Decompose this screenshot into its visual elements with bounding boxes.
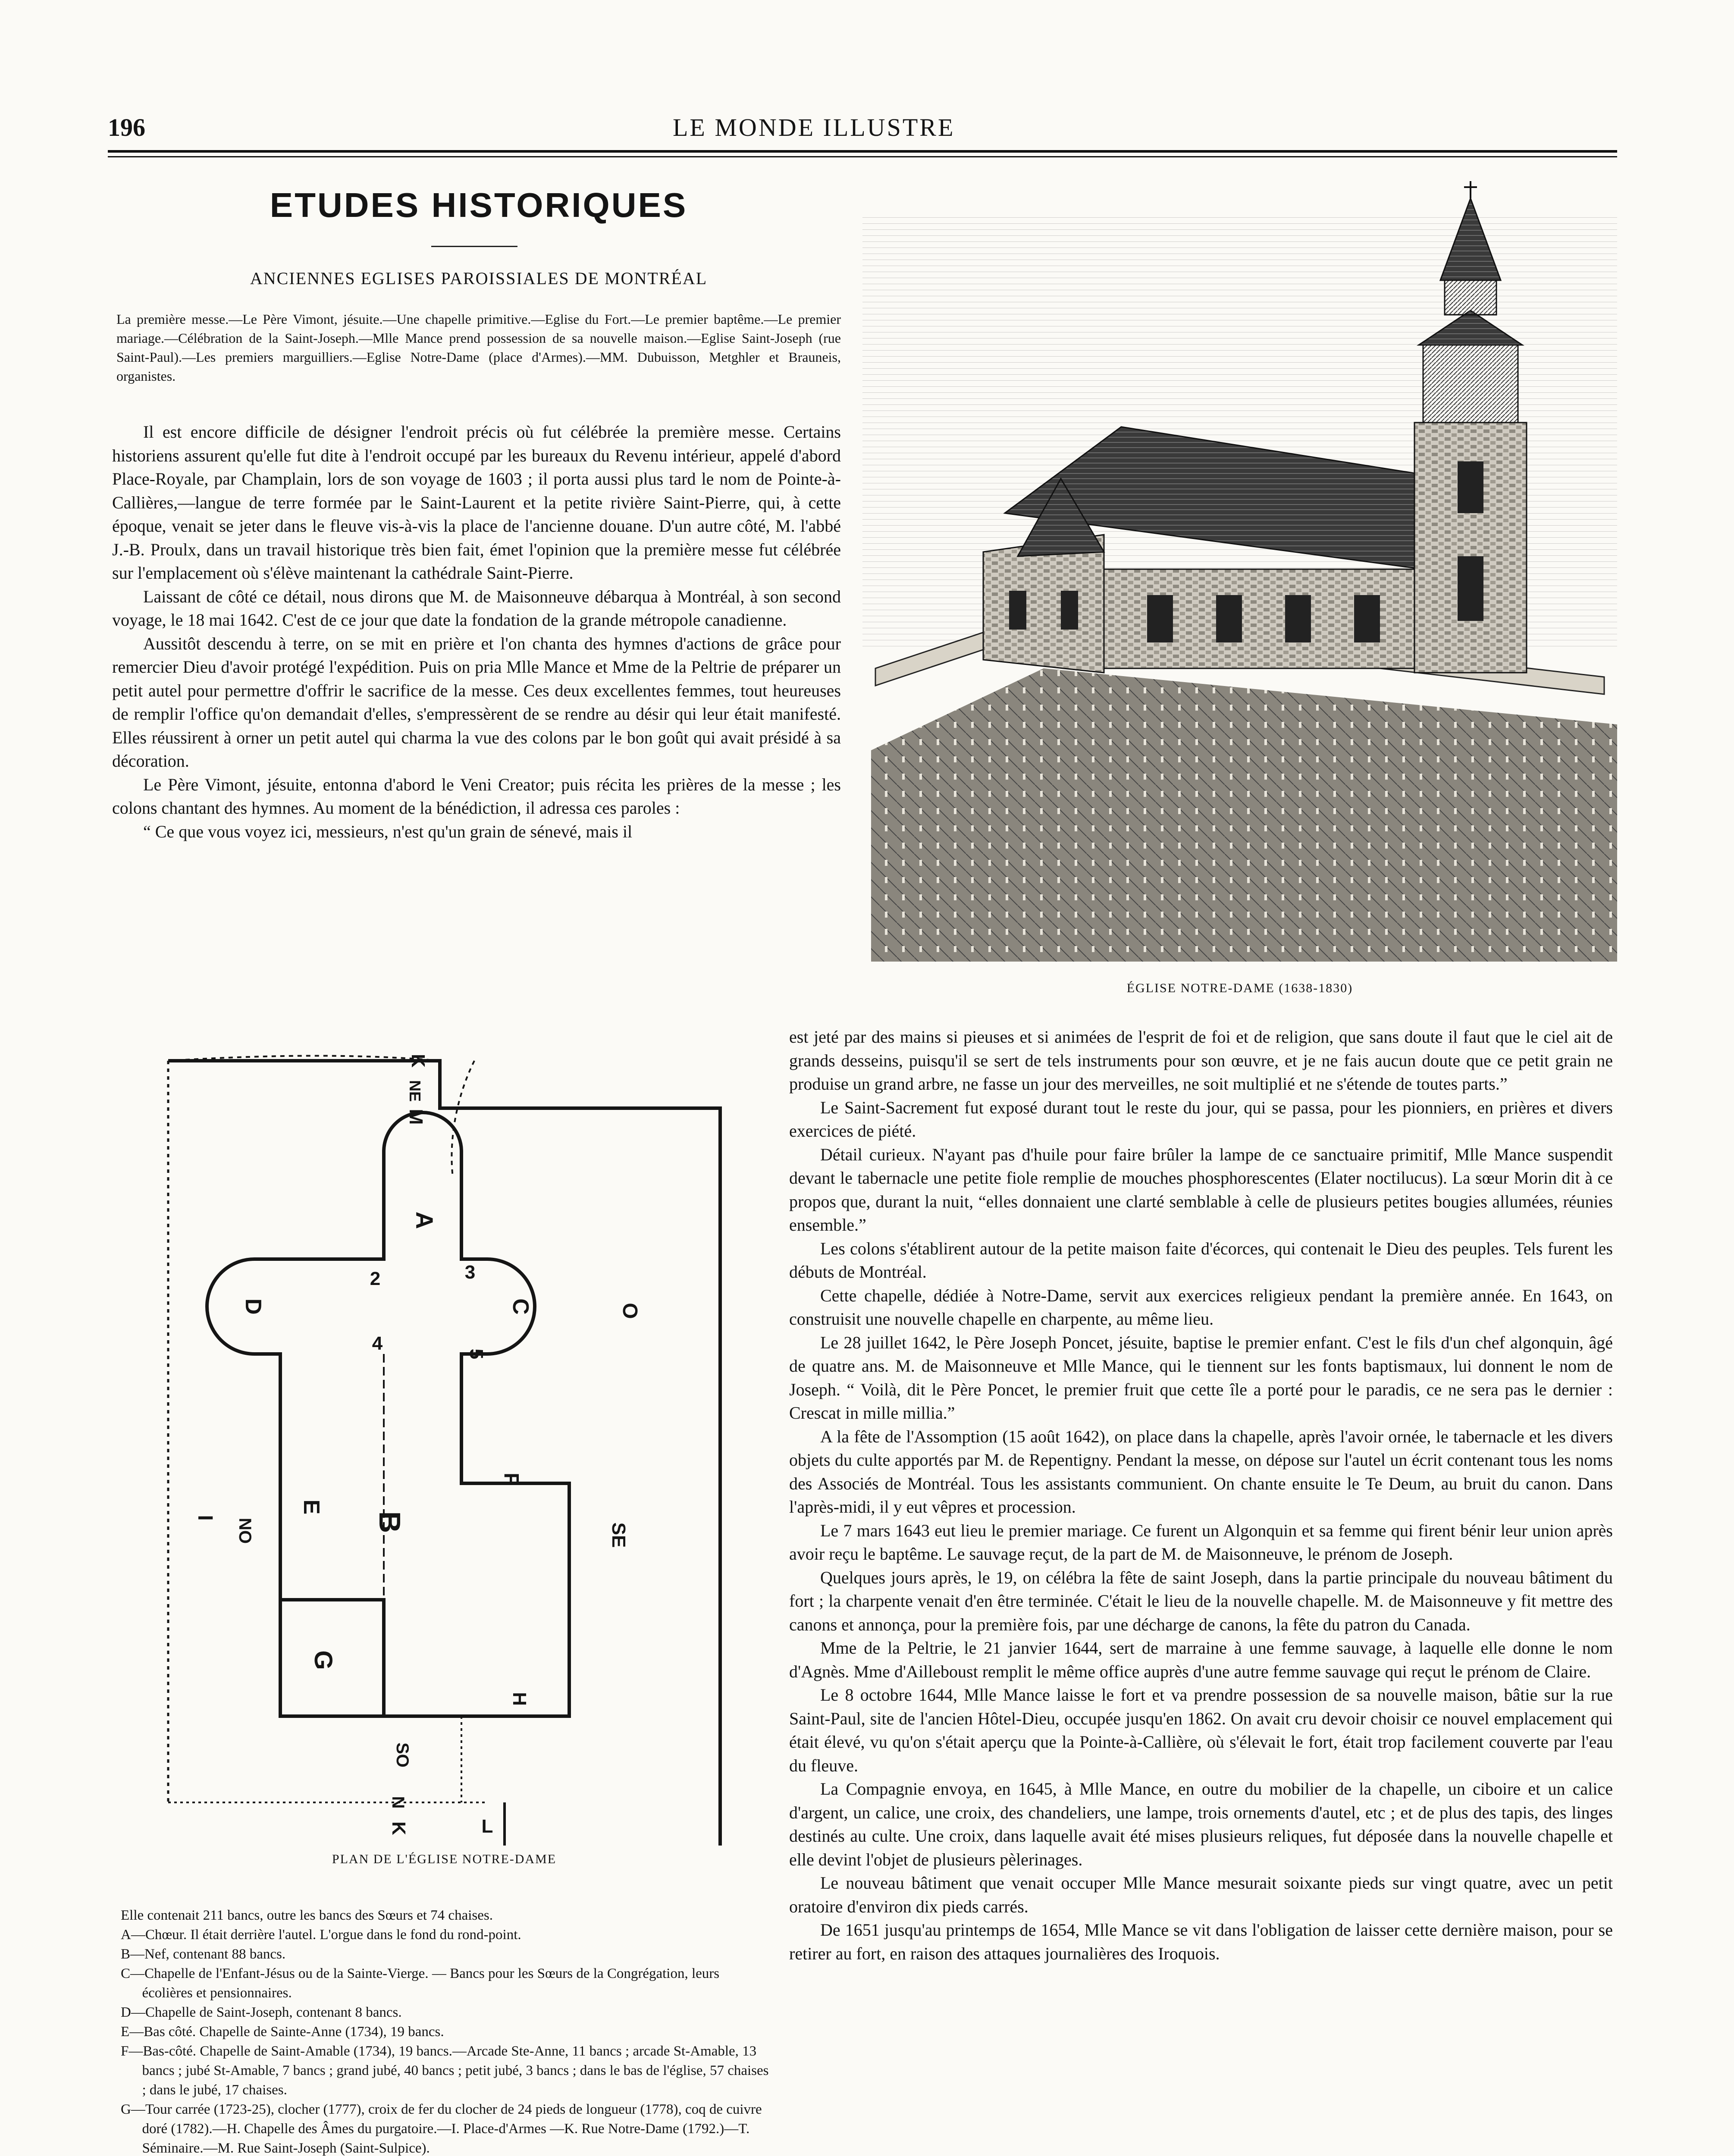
plan-label-o: O bbox=[618, 1303, 641, 1319]
paragraph: Le nouveau bâtiment que venait occuper Mlle Mance mesurait soixante pieds sur vingt quatre, avec un petit oratoire d'environ dix pieds carrés. bbox=[789, 1873, 1613, 1916]
plan-label-b: B bbox=[373, 1511, 407, 1533]
plan-label-h: H bbox=[509, 1692, 530, 1706]
plan-legend bbox=[121, 1906, 772, 2156]
paragraph: A la fête de l'Assomption (15 août 1642), on place dans la chapelle, après l'avoir ornée, le tabernacle et les divers objets du culte apportés par M. de Repentigny. Pendant la messe, on dépose sur l'autel un écrit contenant tous les noms des Associés de Montréal. Tous les assistants communient. On chante ensuite le Te Deum, au bruit du canon. Dans l'après-midi, il y eut vêpres et procession. bbox=[789, 1426, 1613, 1517]
plan-label-e: E bbox=[299, 1499, 324, 1515]
engraving-caption: ÉGLISE NOTRE-DAME (1638-1830) bbox=[1126, 981, 1353, 995]
plan-label-d: D bbox=[241, 1298, 266, 1315]
paragraph: Cette chapelle, dédiée à Notre-Dame, servit aux exercices religieux pendant la première année. En 1643, on construisit une nouvelle chapelle en charpente, au même lieu. bbox=[789, 1285, 1613, 1329]
plan-label-k-top: K bbox=[408, 1054, 429, 1068]
paragraph: est jeté par des mains si pieuses et si animées de l'esprit de foi et de religion, que sans doute il faut que le ciel ait de grands desseins, puisqu'il se sert de tels instruments pour son œuvre, et je ne fais aucun doute que ce petit grain ne produise un grand arbre, ne fasse un jour des merveilles, ne soit multiplié et ne s'étende de toutes parts.” bbox=[789, 1027, 1613, 1094]
legend-item: A—Chœur. Il était derrière l'autel. L'orgue dans le fond du rond-point. bbox=[121, 1927, 521, 1943]
legend-item: D—Chapelle de Saint-Joseph, contenant 8 bancs. bbox=[121, 2005, 402, 2020]
plan-label-c: C bbox=[508, 1298, 533, 1315]
paragraph: Le Père Vimont, jésuite, entonna d'abord le Veni Creator; puis récita les prières de la messe ; les colons chantant des hymnes. Au moment de la bénédiction, il adressa ces paroles : bbox=[112, 774, 841, 818]
church-engraving bbox=[862, 181, 1617, 1000]
page-number: 196 bbox=[108, 113, 145, 141]
legend-item: G—Tour carrée (1723-25), clocher (1777), croix de fer du clocher de 24 pieds de longueur (1778), coq de cuivre doré (1782).—H. Chapelle des Âmes du purgatoire.—I. Place-d'Armes —K. Rue Notre-Dame (1792.)—T. Séminaire.—M. Rue Saint-Joseph (Saint-Sulpice). bbox=[121, 2102, 762, 2156]
journal-title: LE MONDE ILLUSTRE bbox=[673, 113, 955, 141]
plan-label-f: F bbox=[500, 1473, 523, 1485]
plan-label-m: M bbox=[405, 1109, 426, 1125]
header-rule bbox=[108, 150, 1617, 153]
paragraph: Le 28 juillet 1642, le Père Joseph Poncet, jésuite, baptise le premier enfant. C'est le fils d'un chef algonquin, âgé de quatre ans. M. de Maisonneuve et Mlle Mance, qui le tiennent sur les fonts baptismaux, lui donnent le nom de Joseph. “ Voilà, dit le Père Poncet, le premier fruit que cette île a porté pour le paradis, ce ne sera pas le dernier : Crescat in mille millia.” bbox=[789, 1332, 1613, 1423]
paragraph: Mme de la Peltrie, le 21 janvier 1644, sert de marraine à une femme sauvage, à laquelle elle donne le nom d'Agnès. Mme d'Ailleboust remplit le même office auprès d'une autre femme sauvage qui reçut le prénom de Claire. bbox=[789, 1638, 1613, 1681]
header-rule-thin bbox=[108, 156, 1617, 157]
legend-item: F—Bas-côté. Chapelle de Saint-Amable (1734), 19 bancs.—Arcade Ste-Anne, 11 bancs ; arcade St-Amable, 13 bancs ; jubé St-Amable, 7 bancs ; grand jubé, 40 bancs ; petit jubé, 3 bancs ; dans le bas de l'église, 57 chaises ; dans le jubé, 17 chaises. bbox=[121, 2043, 769, 2098]
left-column bbox=[112, 420, 841, 843]
paragraph: Le 7 mars 1643 eut lieu le premier mariage. Ce furent un Algonquin et sa femme qui firent bénir leur union après avoir reçu le baptême. Le sauvage reçut, de la part de M. de Maisonneuve, le prénom de Joseph. bbox=[789, 1520, 1613, 1564]
legend-item: E—Bas côté. Chapelle de Sainte-Anne (1734), 19 bancs. bbox=[121, 2024, 444, 2040]
legend-item: C—Chapelle de l'Enfant-Jésus ou de la Sainte-Vierge. — Bancs pour les Sœurs de la Congrégation, leurs écolières et pensionnaires. bbox=[121, 1966, 720, 2001]
church-plan bbox=[134, 1035, 755, 1880]
article-subtitle: ANCIENNES EGLISES PAROISSIALES DE MONTRÉAL bbox=[250, 269, 708, 288]
plan-label-i: I bbox=[194, 1515, 216, 1521]
paragraph: Laissant de côté ce détail, nous dirons que M. de Maisonneuve débarqua à Montréal, à son second voyage, le 18 mai 1642. C'est de ce jour que date la fondation de la grande métropole canadienne. bbox=[112, 586, 841, 630]
plan-caption: PLAN DE L'ÉGLISE NOTRE-DAME bbox=[332, 1852, 557, 1866]
legend-item: B—Nef, contenant 88 bancs. bbox=[121, 1946, 286, 1962]
plan-label-a: A bbox=[411, 1211, 438, 1229]
paragraph: Quelques jours après, le 19, on célébra la fête de saint Joseph, dans la partie principale du nouveau bâtiment du fort ; la charpente venait d'en être terminée. C'était le lieu de la nouvelle chapelle. M. de Maisonneuve y fit mettre des canons et annonça, pour la première fois, par une décharge de canons, la fête du patron du Canada. bbox=[789, 1567, 1613, 1634]
paragraph: La Compagnie envoya, en 1645, à Mlle Mance, en outre du mobilier de la chapelle, un ciboire et un calice d'argent, un calice, une croix, des chandeliers, une lampe, trois ornements d'autel, etc ; et de plus des tapis, des linges destinés au culte. Une croix, dans laquelle avait été mises plusieurs reliques, fut déposée dans la nouvelle chapelle et elle devint l'objet de plusieurs pèlerinages. bbox=[789, 1779, 1613, 1869]
paragraph: Le 8 octobre 1644, Mlle Mance laisse le fort et va prendre possession de sa nouvelle maison, bâtie sur la rue Saint-Paul, site de l'ancien Hôtel-Dieu, occupée jusqu'en 1862. On avait cru devoir choisir ce nouvel emplacement qui était élevé, vu qu'on s'était aperçu que la Pointe-à-Callière, où s'élevait le fort, était trop facilement couverte par l'eau du fleuve. bbox=[789, 1685, 1613, 1775]
plan-label-no: NO bbox=[235, 1518, 254, 1544]
legend-intro: Elle contenait 211 bancs, outre les bancs des Sœurs et 74 chaises. bbox=[121, 1908, 493, 1923]
plan-label-g: G bbox=[309, 1650, 337, 1670]
paragraph: Détail curieux. N'ayant pas d'huile pour faire brûler la lampe de ce sanctuaire primitif, Mlle Mance suspendit devant le tabernacle une petite fiole remplie de mouches phosphorescentes (Elater noctilucus). La sœur Morin dit à ce propos que, durant la nuit, “elles donnaient une clarté semblable à celle de plusieurs petites bougies allumées, réunies ensemble.” bbox=[789, 1144, 1613, 1235]
article-summary: La première messe.—Le Père Vimont, jésuite.—Une chapelle primitive.—Eglise du Fort.—Le premier baptême.—Le premier mariage.—Célébration de la Saint-Joseph.—Mlle Mance prend possession de sa nouvelle maison.—Eglise Saint-Joseph (rue Saint-Paul).—Les premiers marguilliers.—Eglise Notre-Dame (place d'Armes).—MM. Dubuisson, Metghler et Brauneis, organistes. bbox=[116, 311, 841, 384]
plan-label-ne: NE bbox=[406, 1080, 424, 1102]
plan-number-5: 5 bbox=[466, 1348, 487, 1360]
paragraph: Le Saint-Sacrement fut exposé durant tout le reste du jour, qui se passa, pour les pionniers, en prières et divers exercices de piété. bbox=[789, 1097, 1613, 1141]
plan-label-so: SO bbox=[393, 1742, 412, 1767]
plan-number-2: 2 bbox=[370, 1268, 381, 1289]
paragraph: Les colons s'établirent autour de la petite maison faite d'écorces, qui contenait le Dieu des peuples. Tels furent les débuts de Montréal. bbox=[789, 1238, 1613, 1282]
paragraph: Aussitôt descendu à terre, on se mit en prière et l'on chanta des hymnes d'actions de grâce pour remercier Dieu d'avoir protégé l'expédition. Puis on pria Mlle Mance et Mme de la Peltrie de préparer un petit autel pour permettre d'offrir le sacrifice de la messe. Ces deux excellentes femmes, tout heureuses de remplir l'office qu'on demandait d'elles, s'empressèrent de se rendre au désir qui leur était manifesté. Elles réussirent à orner un petit autel qui charma la vue des colons par le bon goût qui avait présidé à sa décoration. bbox=[112, 633, 841, 771]
paragraph: “ Ce que vous voyez ici, messieurs, n'est qu'un grain de sénevé, mais il bbox=[143, 821, 633, 841]
plan-label-se: SE bbox=[608, 1522, 629, 1548]
section-title: ETUDES HISTORIQUES bbox=[270, 186, 688, 224]
title-rule bbox=[431, 246, 517, 247]
church-plan-drawing bbox=[134, 1035, 755, 1846]
plan-number-4: 4 bbox=[372, 1333, 383, 1354]
plan-label-l: L bbox=[481, 1816, 493, 1837]
paragraph: De 1651 jusqu'au printemps de 1654, Mlle Mance se vit dans l'obligation de laisser cette dernière maison, pour se retirer au fort, en raison des attaques journalières des Iroquois. bbox=[789, 1920, 1613, 1963]
plan-number-3: 3 bbox=[464, 1262, 476, 1283]
plan-label-k-bottom: K bbox=[388, 1821, 409, 1835]
right-column bbox=[789, 1025, 1613, 1965]
paragraph: Il est encore difficile de désigner l'endroit précis où fut célébrée la première messe. Certains historiens assurent qu'elle fut dite à l'endroit occupé par les bureaux du Revenu intérieur, appelé d'abord Place-Royale, par Champlain, lors de son voyage de 1603 ; il porta aussi plus tard le nom de Pointe-à-Callières,—langue de terre formée par le Saint-Laurent et la petite rivière Saint-Pierre, qui, à cette époque, venait se jeter dans le fleuve vis-à-vis la place de l'ancienne douane. D'un autre côté, M. l'abbé J.-B. Proulx, dans un travail historique très bien fait, émet l'opinion que la première messe fut célébrée sur l'emplacement où s'élève maintenant la cathédrale Saint-Pierre. bbox=[112, 422, 841, 583]
church-engraving-image bbox=[862, 181, 1617, 1000]
plan-label-n: N bbox=[389, 1796, 408, 1809]
